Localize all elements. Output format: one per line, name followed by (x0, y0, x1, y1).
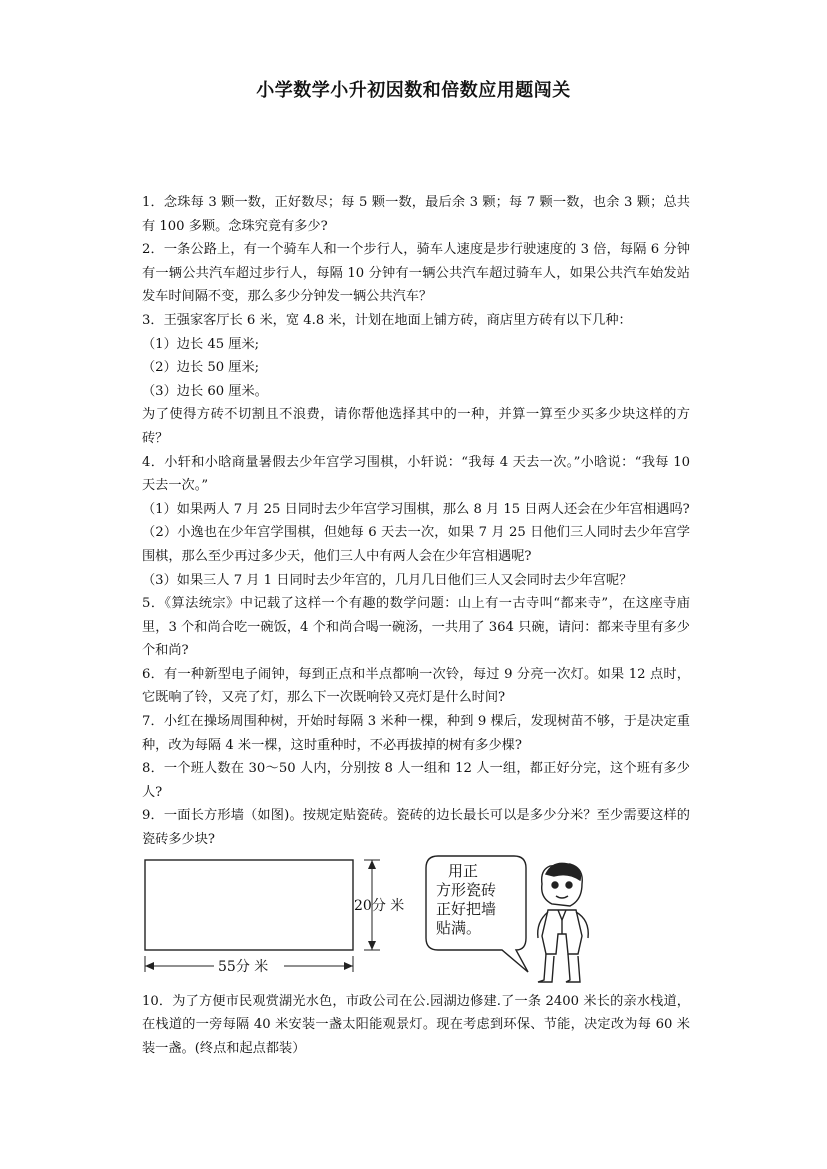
wall-rectangle (145, 860, 353, 950)
height-label: 20分 米 (354, 897, 405, 914)
paragraph: 4．小轩和小晗商量暑假去少年宫学习围棋，小轩说：“我每 4 天去一次。”小晗说：“我每 10 天去一次。” (142, 454, 690, 494)
paragraph: 5．《算法统宗》中记载了这样一个有趣的数学问题：山上有一古寺叫“都来寺”，在这座寺庙里，3 个和尚合吃一碗饭，4 个和尚合喝一碗汤，一共用了 364 只碗，请问：都来寺里有多少个和尚? (142, 596, 690, 659)
cartoon-boy (538, 863, 589, 982)
height-arrow-bottom (368, 941, 376, 950)
paragraph: 3．王强家客厅长 6 米，宽 4.8 米，计划在地面上铺方砖，商店里方砖有以下几种： (142, 312, 632, 328)
paragraph: 10．为了方便市民观赏湖光水色，市政公司在公.园湖边修建.了一条 2400 米长的亲水栈道，在栈道的一旁每隔 40 米安装一盏太阳能观景灯。现在考虑到环保、节能，决定改为每 60 米装一盏。(终点和起点都装） (142, 993, 690, 1056)
paragraph: （2）边长 50 厘米; (142, 360, 260, 376)
paragraph: （3）边长 60 厘米。 (142, 383, 268, 399)
paragraph: （1）如果两人 7 月 25 日同时去少年宫学习围棋，那么 8 月 15 日两人还会在少年宫相遇吗? (142, 501, 690, 517)
width-label: 55分 米 (218, 958, 269, 975)
paragraph: （1）边长 45 厘米; (142, 336, 260, 352)
paragraph: 6．有一种新型电子闹钟，每到正点和半点都响一次铃，每过 9 分亮一次灯。如果 12 点时，它既响了铃，又亮了灯，那么下一次既响铃又亮灯是什么时间? (142, 666, 690, 706)
bubble-line: 用正 (448, 861, 479, 880)
paragraph: （3）如果三人 7 月 1 日同时去少年宫的，几月几日他们三人又会同时去少年宫呢？ (142, 572, 633, 588)
paragraph: 7．小红在操场周围种树，开始时每隔 3 米种一棵，种到 9 棵后，发现树苗不够，于是决定重种，改为每隔 4 米一棵，这时重种时，不必再拔掉的树有多少棵? (142, 714, 690, 753)
paragraph: 8．一个班人数在 30～50 人内，分别按 8 人一组和 12 人一组，都正好分完，这个班有多少人? (142, 761, 690, 800)
width-arrow-left (145, 962, 154, 970)
bubble-line: 方形瓷砖 (436, 880, 497, 899)
bubble-line: 正好把墙 (436, 899, 497, 918)
paragraph: 9．一面长方形墙（如图)。按规定贴瓷砖。瓷砖的边长最长可以是多少分米？至少需要这样的瓷砖多少块? (142, 808, 690, 848)
paragraph: 2．一条公路上，有一个骑车人和一个步行人，骑车人速度是步行驶速度的 3 倍，每隔 6 分钟有一辆公共汽车超过步行人，每隔 10 分钟有一辆公共汽车超过骑车人，如果公共汽车始发站发车时间隔不变，那么多少分钟发一辆公共汽车？ (142, 242, 690, 305)
height-arrow-top (368, 860, 376, 869)
document-body (142, 191, 690, 1060)
bubble-line: 贴满。 (436, 918, 482, 937)
paragraph: 1．念珠每 3 颗一数，正好数尽；每 5 颗一数，最后余 3 颗；每 7 颗一数，也余 3 颗；总共有 100 多颗。念珠究竟有多少? (142, 195, 690, 234)
width-arrow-right (344, 962, 353, 970)
paragraph: 为了使得方砖不切割且不浪费，请你帮他选择其中的一种，并算一算至少买多少块这样的方砖？ (142, 407, 690, 446)
wall-figure (142, 854, 690, 986)
page-title: 小学数学小升初因数和倍数应用题闯关 (256, 80, 571, 101)
paragraph: （2）小逸也在少年宫学围棋，但她每 6 天去一次，如果 7 月 25 日他们三人同时去少年宫学围棋，那么至少再过多少天，他们三人中有两人会在少年宫相遇呢? (142, 525, 690, 564)
